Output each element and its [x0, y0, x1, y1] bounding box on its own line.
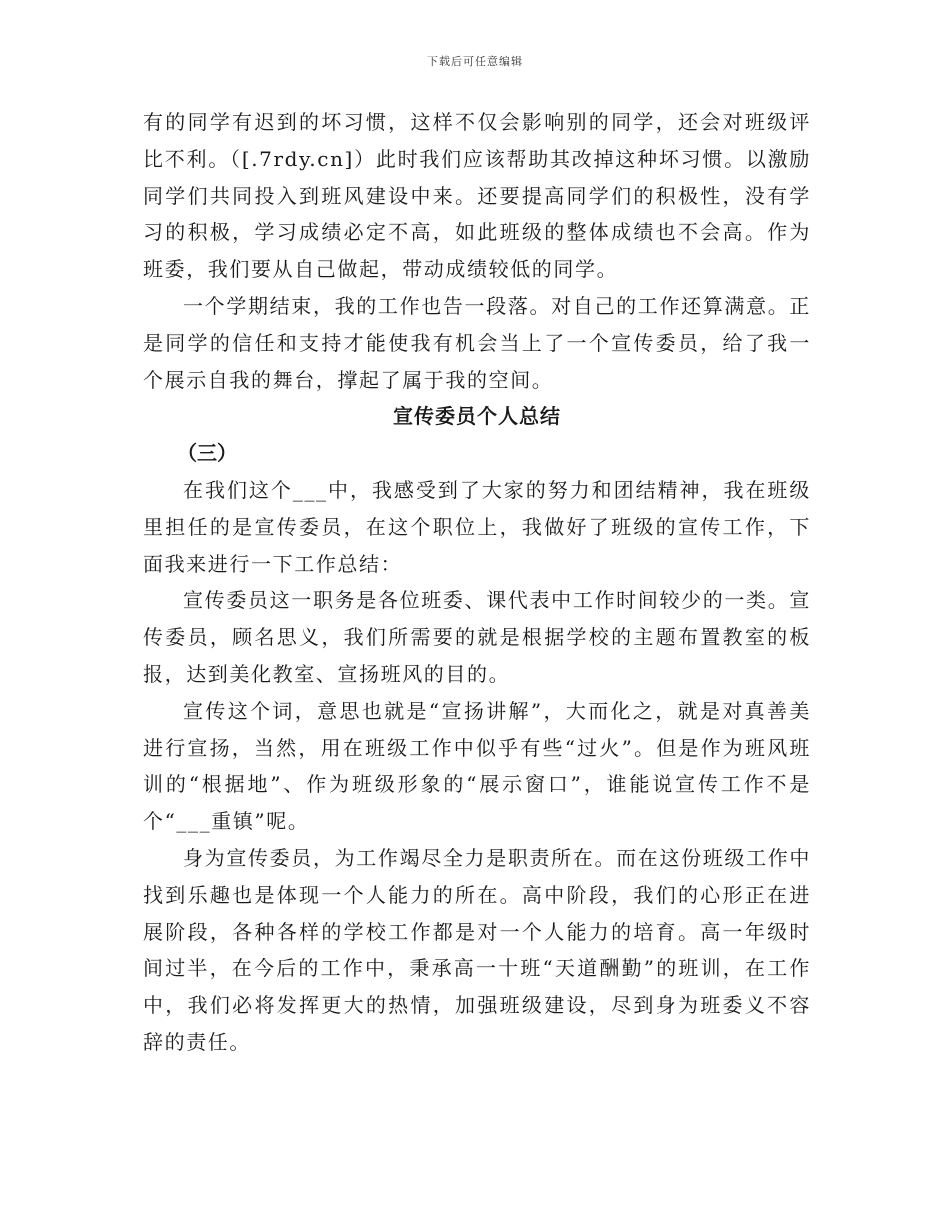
section-title: 宣传委员个人总结	[393, 404, 561, 429]
paragraph-responsibility: 身为宣传委员，为工作竭尽全力是职责所在。而在这份班级工作中找到乐趣也是体现一个人能力的所在。高中阶段，我们的心形正在进展阶段，各种各样的学校工作都是对一个人能力的培育。高一年级时间过半，在今后的工作中，秉承高一十班“天道酬勤”的班训，在工作中，我们必将发挥更大的热情，加强班级建设，尽到身为班委义不容辞的责任。	[143, 845, 811, 1054]
document-body	[143, 104, 811, 1061]
paragraph-role: 宣传委员这一职务是各位班委、课代表中工作时间较少的一类。宣传委员，顾名思义，我们所需要的就是根据学校的主题布置教室的板报，达到美化教室、宣扬班风的目的。	[143, 588, 811, 686]
header-note: 下载后可任意编辑	[427, 55, 523, 68]
paragraph-semester-end: 一个学期结束，我的工作也告一段落。对自己的工作还算满意。正是同学的信任和支持才能使我有机会当上了一个宣传委员，给了我一个展示自我的舞台，撑起了属于我的空间。	[143, 293, 811, 392]
paragraph-continuation: 有的同学有迟到的坏习惯，这样不仅会影响别的同学，还会对班级评比不利。（[.7rdy.cn]）此时我们应该帮助其改掉这种坏习惯。以激励同学们共同投入到班风建设中来。还要提高同学们的积极性，没有学习的积极，学习成绩必定不高，如此班级的整体成绩也不会高。作为班委，我们要从自己做起，带动成绩较低的同学。	[143, 110, 811, 282]
section-number: （三）	[177, 441, 237, 466]
paragraph-intro: 在我们这个___中，我感受到了大家的努力和团结精神，我在班级里担任的是宣传委员，在这个职位上，我做好了班级的宣传工作，下面我来进行一下工作总结：	[143, 477, 811, 576]
paragraph-meaning: 宣传这个词，意思也就是“宣扬讲解”，大而化之，就是对真善美进行宣扬，当然，用在班级工作中似乎有些“过火”。但是作为班风班训的“根据地”、作为班级形象的“展示窗口”，谁能说宣传工作不是个“___重镇”呢。	[143, 698, 811, 834]
